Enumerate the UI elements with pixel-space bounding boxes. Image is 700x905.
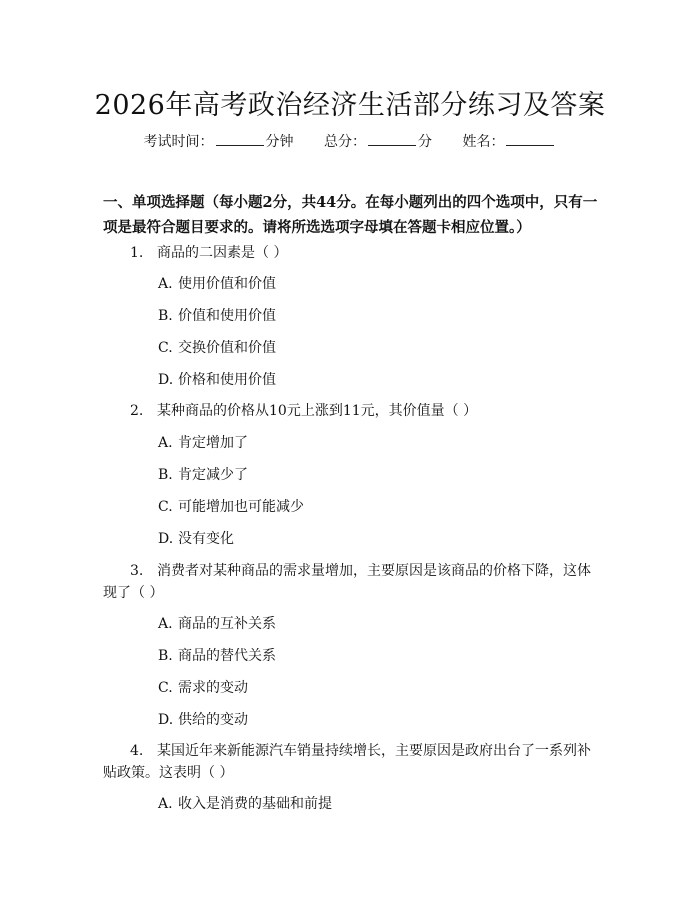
q2-option-c[interactable] (158, 497, 304, 517)
q1-option-d[interactable] (158, 370, 276, 390)
option-letter: A. (158, 616, 173, 632)
option-text: 没有变化 (178, 531, 234, 547)
option-text: 价格和使用价值 (178, 372, 276, 388)
option-letter: D. (158, 372, 174, 388)
option-letter: A. (158, 796, 173, 812)
option-text: 使用价值和价值 (178, 276, 276, 292)
q1-option-c[interactable] (158, 338, 276, 358)
option-letter: C. (158, 340, 173, 356)
q3-option-b[interactable] (158, 646, 276, 666)
q4-option-a[interactable] (158, 794, 332, 814)
exam-time-blank[interactable] (216, 133, 264, 146)
option-letter: B. (158, 308, 173, 324)
option-letter: B. (158, 648, 173, 664)
option-text: 肯定增加了 (178, 435, 248, 451)
option-text: 商品的互补关系 (178, 616, 276, 632)
total-score-label: 总分： (324, 134, 366, 150)
question-number: 2. (130, 403, 144, 419)
question-number: 4. (130, 743, 144, 759)
option-letter: B. (158, 467, 173, 483)
question-text: 某种商品的价格从10元上涨到11元，其价值量（ ） (157, 403, 478, 419)
name-label: 姓名： (462, 134, 505, 150)
q2-option-d[interactable] (158, 529, 234, 549)
option-letter: D. (158, 712, 174, 728)
question-text: 商品的二因素是（ ） (157, 245, 288, 261)
option-text: 商品的替代关系 (178, 648, 276, 664)
option-text: 交换价值和价值 (178, 340, 276, 356)
exam-time-unit: 分钟 (265, 134, 294, 150)
section-heading: 一、单项选择题（每小题2分，共44分。在每小题列出的四个选项中，只有一项是最符合题目要求的。请将所选选项字母填在答题卡相应位置。） (103, 194, 598, 236)
exam-info-line (0, 131, 700, 151)
q3-option-a[interactable] (158, 614, 276, 634)
q1-option-a[interactable] (158, 274, 276, 294)
q3-option-d[interactable] (158, 710, 248, 730)
total-score-unit: 分 (418, 134, 432, 150)
q3-option-c[interactable] (158, 678, 248, 698)
option-text: 价值和使用价值 (178, 308, 276, 324)
option-letter: C. (158, 499, 173, 515)
option-letter: A. (158, 435, 173, 451)
option-text: 可能增加也可能减少 (178, 499, 304, 515)
option-letter: A. (158, 276, 173, 292)
name-blank[interactable] (506, 133, 554, 146)
exam-time-field (144, 131, 294, 151)
question-2 (103, 400, 603, 422)
option-text: 需求的变动 (178, 680, 248, 696)
question-3 (103, 560, 603, 604)
total-score-blank[interactable] (368, 133, 416, 146)
total-score-field (324, 131, 432, 151)
question-text: 消费者对某种商品的需求量增加，主要原因是该商品的价格下降，这体现了（ ） (103, 563, 591, 601)
option-text: 收入是消费的基础和前提 (178, 796, 332, 812)
question-4 (103, 740, 603, 784)
name-field (462, 131, 556, 151)
question-number: 3. (130, 563, 144, 579)
option-letter: C. (158, 680, 173, 696)
question-1 (103, 242, 603, 264)
option-letter: D. (158, 531, 174, 547)
exam-time-label: 考试时间： (143, 134, 214, 150)
q2-option-a[interactable] (158, 433, 248, 453)
q2-option-b[interactable] (158, 465, 248, 485)
question-number: 1. (130, 245, 144, 261)
q1-option-b[interactable] (158, 306, 276, 326)
option-text: 供给的变动 (178, 712, 248, 728)
question-text: 某国近年来新能源汽车销量持续增长，主要原因是政府出台了一系列补贴政策。这表明（ ） (103, 743, 591, 781)
option-text: 肯定减少了 (178, 467, 248, 483)
page-title: 2026年高考政治经济生活部分练习及答案 (94, 90, 606, 121)
